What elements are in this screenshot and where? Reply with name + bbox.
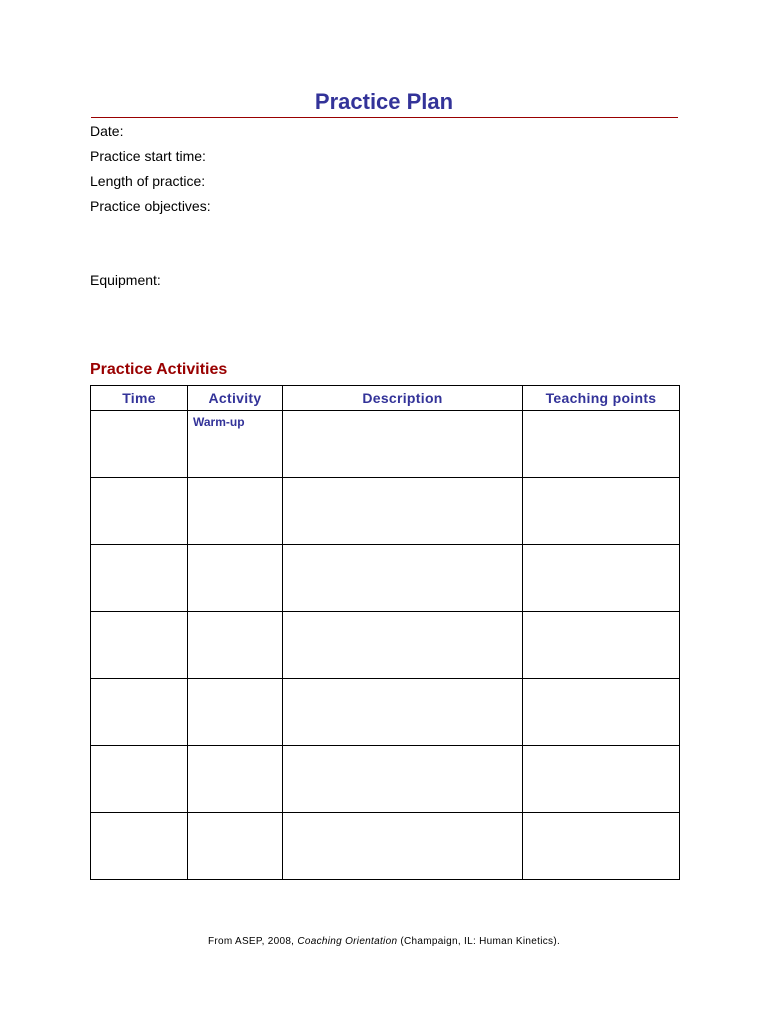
description-cell	[283, 813, 523, 880]
time-cell	[91, 813, 188, 880]
citation-suffix: (Champaign, IL: Human Kinetics).	[397, 936, 561, 947]
table-row	[91, 813, 680, 880]
teaching-points-cell	[523, 545, 680, 612]
activity-cell	[188, 478, 283, 545]
description-cell	[283, 478, 523, 545]
description-cell	[283, 746, 523, 813]
table-row	[91, 679, 680, 746]
table-row	[91, 478, 680, 545]
time-cell	[91, 478, 188, 545]
field-start-time-label: Practice start time:	[90, 148, 206, 164]
teaching-points-cell	[523, 746, 680, 813]
field-equipment-label: Equipment:	[90, 272, 161, 288]
section-heading-practice-activities: Practice Activities	[90, 361, 228, 378]
field-length-label: Length of practice:	[90, 173, 206, 189]
description-cell	[283, 679, 523, 746]
page-title: Practice Plan	[314, 89, 454, 114]
column-header-activity: Activity	[188, 386, 283, 411]
description-cell	[283, 411, 523, 478]
teaching-points-cell	[523, 411, 680, 478]
citation-work-title: Coaching Orientation	[297, 936, 398, 947]
table-row	[91, 612, 680, 679]
table-row	[91, 411, 680, 478]
table-row	[91, 545, 680, 612]
practice-activities-table	[90, 385, 680, 880]
time-cell	[91, 746, 188, 813]
description-cell	[283, 545, 523, 612]
column-header-time: Time	[91, 386, 188, 411]
column-header-teaching-points: Teaching points	[523, 386, 680, 411]
time-cell	[91, 679, 188, 746]
description-cell	[283, 612, 523, 679]
teaching-points-cell	[523, 679, 680, 746]
activity-warm-up: Warm-up	[193, 415, 245, 429]
activity-cell	[188, 411, 283, 478]
source-citation	[0, 936, 768, 947]
teaching-points-cell	[523, 612, 680, 679]
activity-cell	[188, 746, 283, 813]
activity-cell	[188, 612, 283, 679]
teaching-points-cell	[523, 813, 680, 880]
activity-cell	[188, 545, 283, 612]
table-header-row	[91, 386, 680, 411]
title-divider	[91, 117, 678, 118]
time-cell	[91, 545, 188, 612]
table-row	[91, 746, 680, 813]
field-date-label: Date:	[90, 123, 124, 139]
activity-cell	[188, 813, 283, 880]
time-cell	[91, 411, 188, 478]
teaching-points-cell	[523, 478, 680, 545]
column-header-description: Description	[283, 386, 523, 411]
time-cell	[91, 612, 188, 679]
field-objectives-label: Practice objectives:	[90, 198, 211, 214]
citation-prefix: From ASEP, 2008,	[207, 936, 298, 947]
activity-cell	[188, 679, 283, 746]
